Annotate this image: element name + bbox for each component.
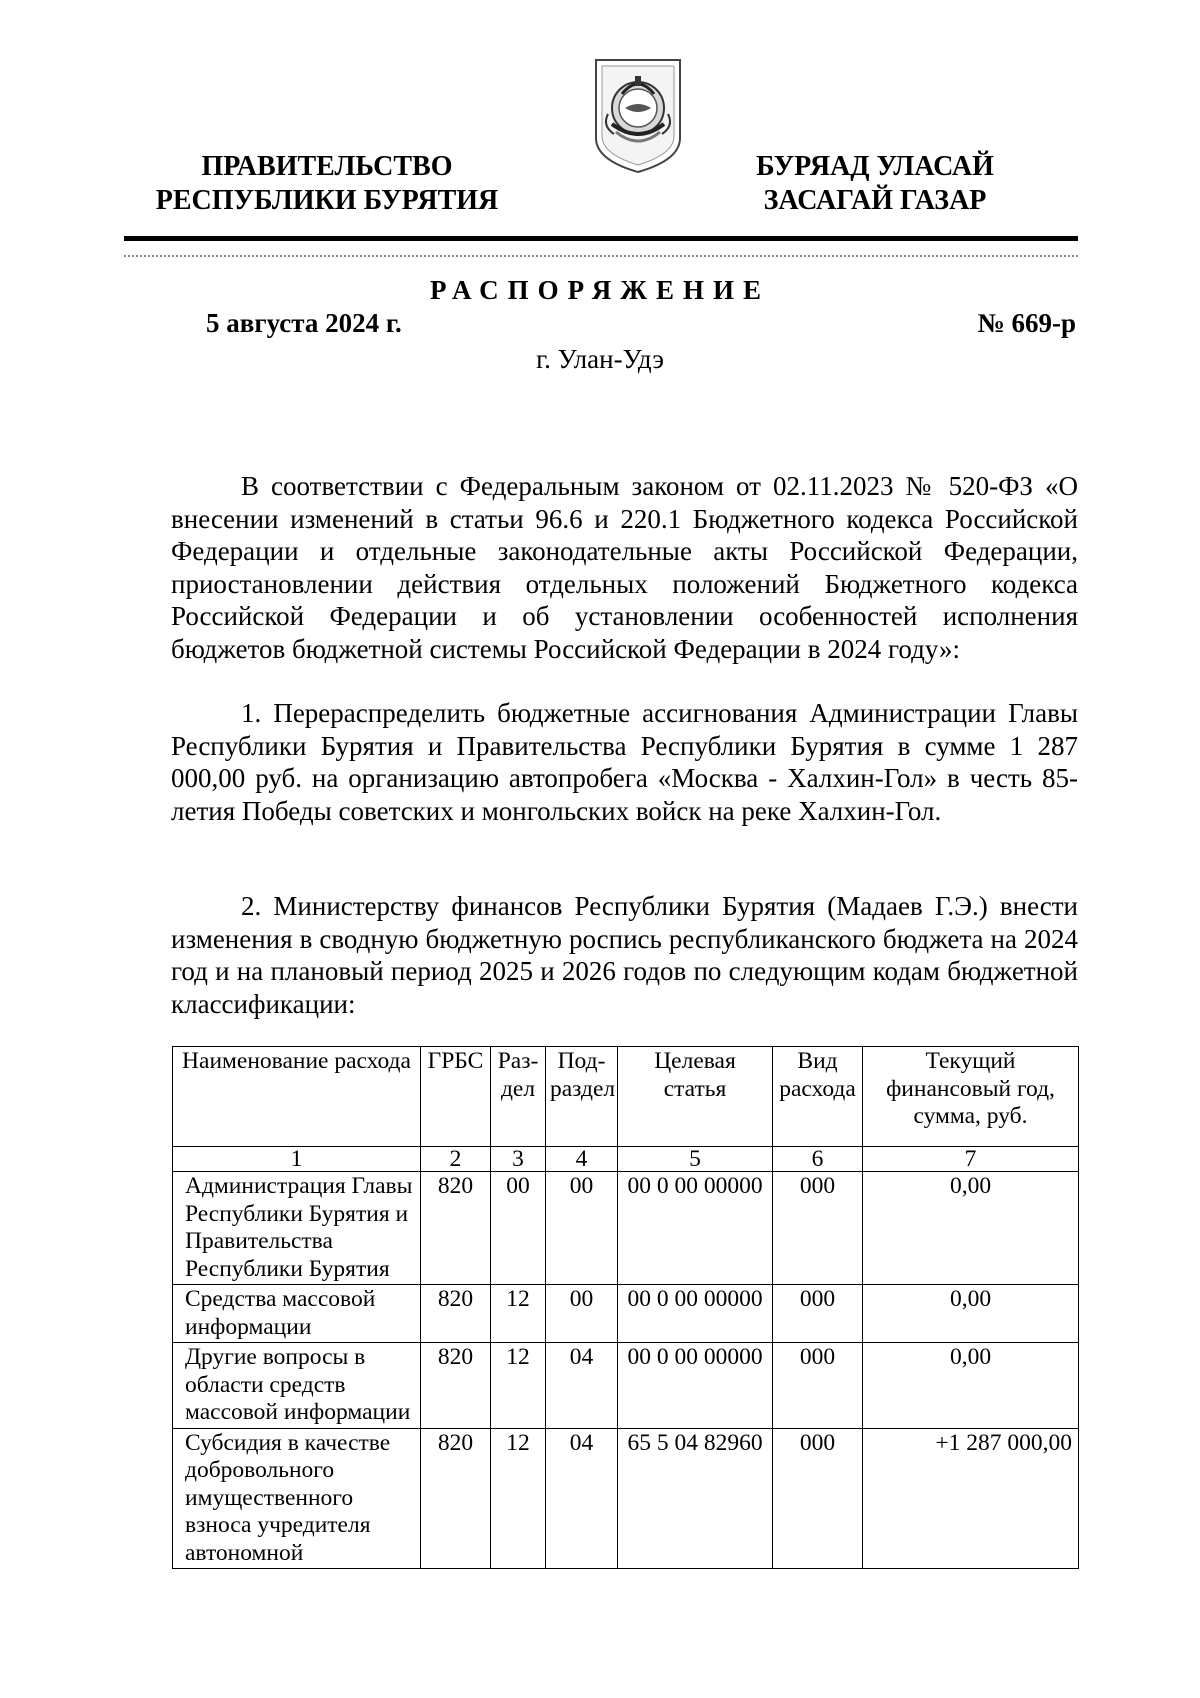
header-rule xyxy=(124,236,1078,241)
document-type: РАСПОРЯЖЕНИЕ xyxy=(429,275,771,305)
expense-name: Субсидия в качестве добровольного имущественного взноса учредителя автономной xyxy=(173,1428,421,1569)
target-article-code: 65 5 04 82960 xyxy=(618,1428,773,1569)
header-left-line2: РЕСПУБЛИКИ БУРЯТИЯ xyxy=(155,185,499,216)
table-header-cell: Наименование расхода xyxy=(173,1047,421,1147)
document-date: 5 августа 2024 г. xyxy=(206,308,402,338)
table-header-row xyxy=(173,1047,1079,1147)
preamble-paragraph xyxy=(171,470,1078,665)
column-number: 2 xyxy=(421,1147,491,1172)
header-right-line1: БУРЯАД УЛАСАЙ xyxy=(756,151,994,182)
subsection-code: 00 xyxy=(546,1285,618,1343)
section-code: 12 xyxy=(491,1285,546,1343)
preamble-text: В соответствии с Федеральным законом от 02.11.2023 № 520-ФЗ «О внесении изменений в статьи 96.6 и 220.1 Бюджетного кодекса Российской Федерации и отдельные законодательные акты Российской Федерации, приостановлении действия отдельных положений Бюджетного кодекса Российской Федерации и об установлении особенностей исполнения бюджетов бюджетной системы Российской Федерации в 2024 году»: xyxy=(171,471,1078,664)
header-right-line2: ЗАСАГАЙ ГАЗАР xyxy=(763,185,987,216)
target-article-code: 00 0 00 00000 xyxy=(618,1285,773,1343)
section-code: 00 xyxy=(491,1172,546,1285)
column-number: 1 xyxy=(173,1147,421,1172)
expense-name: Средства массовой информации xyxy=(173,1285,421,1343)
amount-value: +1 287 000,00 xyxy=(863,1428,1079,1569)
expense-name: Другие вопросы в области средств массовой информации xyxy=(173,1343,421,1429)
grbs-code: 820 xyxy=(421,1285,491,1343)
table-row xyxy=(173,1428,1079,1569)
item-1-text: 1. Перераспределить бюджетные ассигнования Администрации Главы Республики Бурятия и Правительства Республики Бурятия в сумме 1 287 000,00 руб. на организацию автопробега «Москва - Халхин-Гол» в честь 85-летия Победы советских и монгольских войск на реке Халхин-Гол. xyxy=(171,698,1078,826)
header-right-title xyxy=(710,150,1040,218)
section-code: 12 xyxy=(491,1428,546,1569)
item-2-paragraph xyxy=(171,890,1078,1020)
expense-type-code: 000 xyxy=(773,1343,863,1429)
table-header-cell: Вид расхода xyxy=(773,1047,863,1147)
coat-of-arms-icon xyxy=(592,56,684,174)
budget-table xyxy=(172,1046,1079,1569)
expense-name: Администрация Главы Республики Бурятия и Правительства Республики Бурятия xyxy=(173,1172,421,1285)
expense-type-code: 000 xyxy=(773,1428,863,1569)
column-number: 3 xyxy=(491,1147,546,1172)
amount-value: 0,00 xyxy=(863,1343,1079,1429)
table-header-cell: ГРБС xyxy=(421,1047,491,1147)
header-rule-dotted xyxy=(124,255,1078,257)
column-number: 6 xyxy=(773,1147,863,1172)
item-1-paragraph xyxy=(171,697,1078,827)
table-header-cell: Раз-дел xyxy=(491,1047,546,1147)
document-number: № 669-р xyxy=(977,308,1076,338)
grbs-code: 820 xyxy=(421,1343,491,1429)
table-row xyxy=(173,1285,1079,1343)
header-left-line1: ПРАВИТЕЛЬСТВО xyxy=(201,151,453,182)
expense-type-code: 000 xyxy=(773,1285,863,1343)
header-left-title xyxy=(150,150,504,218)
expense-type-code: 000 xyxy=(773,1172,863,1285)
subsection-code: 00 xyxy=(546,1172,618,1285)
subsection-code: 04 xyxy=(546,1428,618,1569)
target-article-code: 00 0 00 00000 xyxy=(618,1172,773,1285)
table-header-cell: Целевая статья xyxy=(618,1047,773,1147)
column-number: 4 xyxy=(546,1147,618,1172)
amount-value: 0,00 xyxy=(863,1285,1079,1343)
table-column-number-row xyxy=(173,1147,1079,1172)
table-header-cell: Под-раздел xyxy=(546,1047,618,1147)
table-header-cell: Текущий финансовый год, сумма, руб. xyxy=(863,1047,1079,1147)
column-number: 7 xyxy=(863,1147,1079,1172)
subsection-code: 04 xyxy=(546,1343,618,1429)
section-code: 12 xyxy=(491,1343,546,1429)
grbs-code: 820 xyxy=(421,1172,491,1285)
target-article-code: 00 0 00 00000 xyxy=(618,1343,773,1429)
amount-value: 0,00 xyxy=(863,1172,1079,1285)
document-city: г. Улан-Удэ xyxy=(536,344,664,374)
table-row xyxy=(173,1172,1079,1285)
grbs-code: 820 xyxy=(421,1428,491,1569)
item-2-text: 2. Министерству финансов Республики Бурятия (Мадаев Г.Э.) внести изменения в сводную бюджетную роспись республиканского бюджета на 2024 год и на плановый период 2025 и 2026 годов по следующим кодам бюджетной классификации: xyxy=(171,891,1078,1019)
column-number: 5 xyxy=(618,1147,773,1172)
table-row xyxy=(173,1343,1079,1429)
